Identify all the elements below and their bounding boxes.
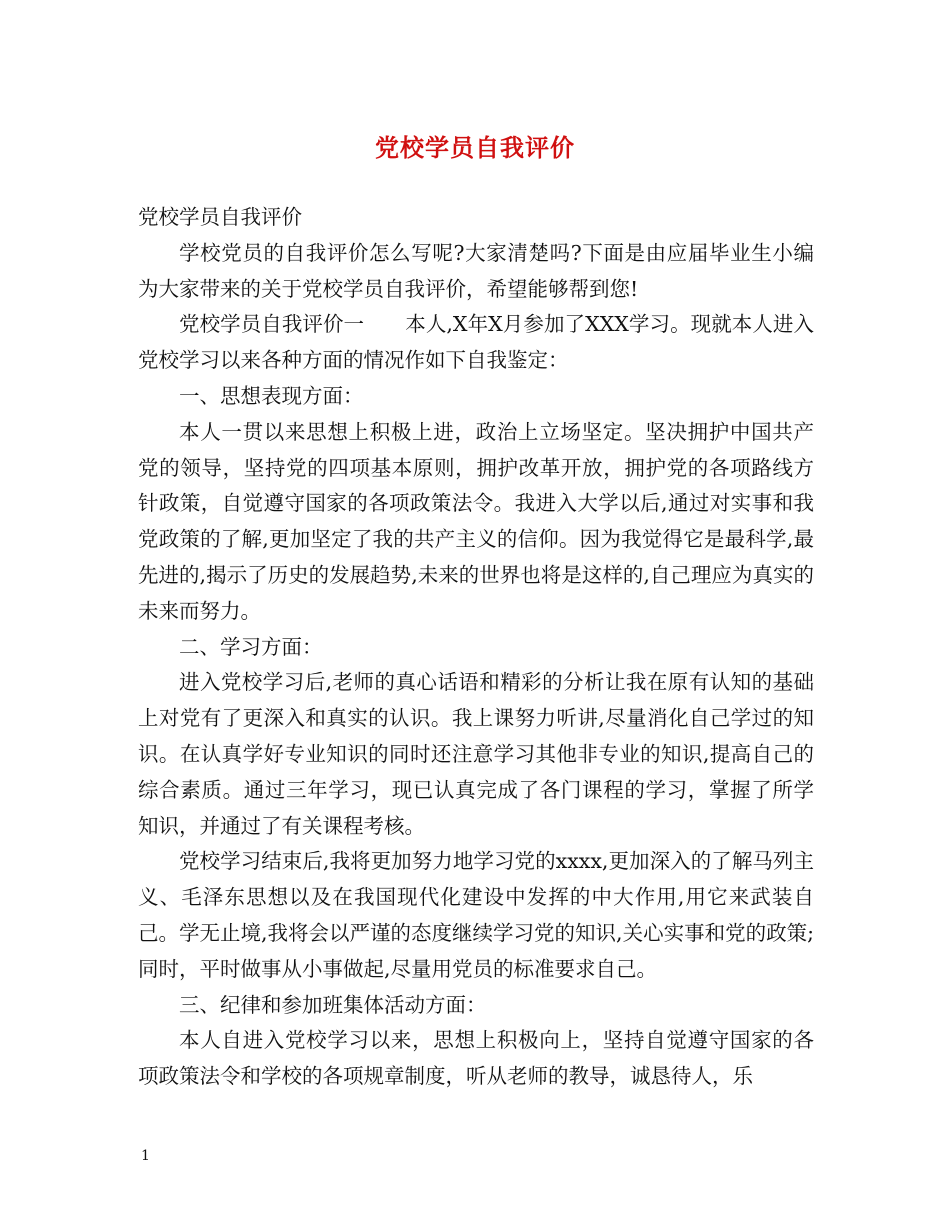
document-body <box>138 200 814 1095</box>
paragraph-evaluation-one: 党校学员自我评价一 本人,X年X月参加了XXX学习。现就本人进入党校学习以来各种方面的情况作如下自我鉴定： <box>138 312 814 373</box>
paragraph-thought: 本人一贯以来思想上积极上进，政治上立场坚定。坚决拥护中国共产党的领导，坚持党的四项基本原则，拥护改革开放，拥护党的各项路线方针政策，自觉遵守国家的各项政策法令。我进入大学以后,通过对实事和我党政策的了解,更加坚定了我的共产主义的信仰。因为我觉得它是最科学,最先进的,揭示了历史的发展趋势,未来的世界也将是这样的,自己理应为真实的未来而努力。 <box>138 419 814 623</box>
section-heading-thought: 一、思想表现方面： <box>179 383 364 408</box>
paragraph-heading: 党校学员自我评价 <box>138 205 302 229</box>
paragraph-after-study: 党校学习结束后,我将更加努力地学习党的xxxx,更加深入的了解马列主义、毛泽东思想以及在我国现代化建设中发挥的中大作用,用它来武装自己。学无止境,我将会以严谨的态度继续学习党的知识,关心实事和党的政策;同时，平时做事从小事做起,尽量用党员的标准要求自己。 <box>138 849 814 981</box>
section-heading-discipline: 三、纪律和参加班集体活动方面： <box>179 992 487 1017</box>
paragraph-intro: 学校党员的自我评价怎么写呢?大家清楚吗?下面是由应届毕业生小编为大家带来的关于党校学员自我评价，希望能够帮到您! <box>138 240 814 301</box>
document-title: 党校学员自我评价 <box>375 133 575 162</box>
page-number: 1 <box>141 1148 150 1164</box>
section-heading-study: 二、学习方面： <box>179 634 323 659</box>
paragraph-discipline: 本人自进入党校学习以来，思想上积极向上，坚持自觉遵守国家的各项政策法令和学校的各项规章制度，听从老师的教导，诚恳待人，乐 <box>138 1028 814 1089</box>
paragraph-study: 进入党校学习后,老师的真心话语和精彩的分析让我在原有认知的基础上对党有了更深入和真实的认识。我上课努力听讲,尽量消化自己学过的知识。在认真学好专业知识的同时还注意学习其他非专业的知识,提高自己的综合素质。通过三年学习，现已认真完成了各门课程的学习，掌握了所学知识，并通过了有关课程考核。 <box>138 670 814 838</box>
